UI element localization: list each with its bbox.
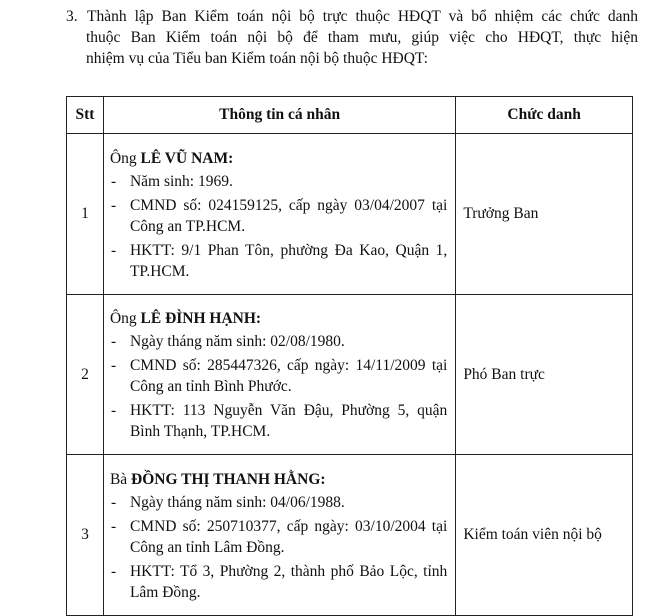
person-title: Bà [109, 470, 128, 488]
info-item: - CMND số: 024159125, cấp ngày 03/04/2007 tại Công an TP.HCM. [110, 196, 448, 235]
bullet-dash: - [110, 402, 117, 419]
bullet-dash: - [110, 517, 117, 535]
table-row [67, 455, 633, 616]
position-cell: Kiểm toán viên nội bộ [456, 455, 633, 616]
info-item: - HKTT: 113 Nguyễn Văn Đậu, Phường 5, quận Bình Thạnh, TP.HCM. [110, 402, 448, 440]
header-position: Chức danh [456, 97, 633, 134]
position-cell: Phó Ban trực [456, 295, 633, 455]
info-list [110, 171, 447, 282]
bullet-dash: - [110, 172, 117, 190]
person-name: LÊ VŨ NAM: [140, 149, 234, 167]
table-row [67, 295, 633, 455]
table-row [67, 134, 633, 295]
info-list [110, 492, 447, 603]
row-stt: 3 [67, 455, 104, 616]
info-item: - Ngày tháng năm sinh: 04/06/1988. [110, 493, 345, 511]
personal-info-cell [103, 455, 455, 616]
info-item: - Năm sinh: 1969. [110, 172, 233, 190]
intro-line-1: 3. Thành lập Ban Kiểm toán nội bộ trực thuộc HĐQT và bổ nhiệm các chức danh [66, 8, 638, 25]
intro-line-3: nhiệm vụ của Tiểu ban Kiểm toán nội bộ thuộc HĐQT: [86, 50, 428, 67]
info-item: - CMND số: 250710377, cấp ngày: 03/10/2004 tại Công an tỉnh Lâm Đồng. [110, 517, 448, 556]
info-item: - Ngày tháng năm sinh: 02/08/1980. [110, 333, 345, 350]
info-item: - HKTT: 9/1 Phan Tôn, phường Đa Kao, Quận 1, TP.HCM. [110, 241, 448, 280]
info-item: - HKTT: Tổ 3, Phường 2, thành phố Bảo Lộc, tỉnh Lâm Đồng. [110, 562, 448, 601]
person-heading [110, 308, 447, 329]
person-name: LÊ ĐÌNH HẠNH: [140, 310, 262, 327]
person-heading [110, 148, 447, 169]
intro-line-2: thuộc Ban Kiểm toán nội bộ để tham mưu, giúp việc cho HĐQT, thực hiện [86, 29, 638, 46]
bullet-dash: - [110, 196, 117, 214]
header-personal-info: Thông tin cá nhân [103, 97, 455, 134]
info-item: - CMND số: 285447326, cấp ngày: 14/11/2009 tại Công an tỉnh Bình Phước. [110, 357, 448, 395]
personal-info-cell [103, 295, 455, 455]
bullet-dash: - [110, 493, 117, 511]
item-number: 3. [66, 8, 78, 25]
personal-info-cell [103, 134, 455, 295]
header-stt: Stt [67, 97, 104, 134]
intro-paragraph [66, 6, 638, 69]
person-name: ĐỒNG THỊ THANH HẰNG: [131, 470, 326, 488]
person-heading [110, 469, 447, 490]
row-stt: 1 [67, 134, 104, 295]
bullet-dash: - [110, 333, 117, 350]
info-list [110, 331, 447, 442]
table-header-row [67, 97, 633, 134]
row-stt: 2 [67, 295, 104, 455]
personnel-table [66, 96, 633, 616]
bullet-dash: - [110, 357, 117, 374]
bullet-dash: - [110, 562, 117, 580]
position-cell: Trưởng Ban [456, 134, 633, 295]
person-title: Ông [109, 149, 137, 167]
person-title: Ông [109, 310, 137, 327]
bullet-dash: - [110, 241, 117, 259]
